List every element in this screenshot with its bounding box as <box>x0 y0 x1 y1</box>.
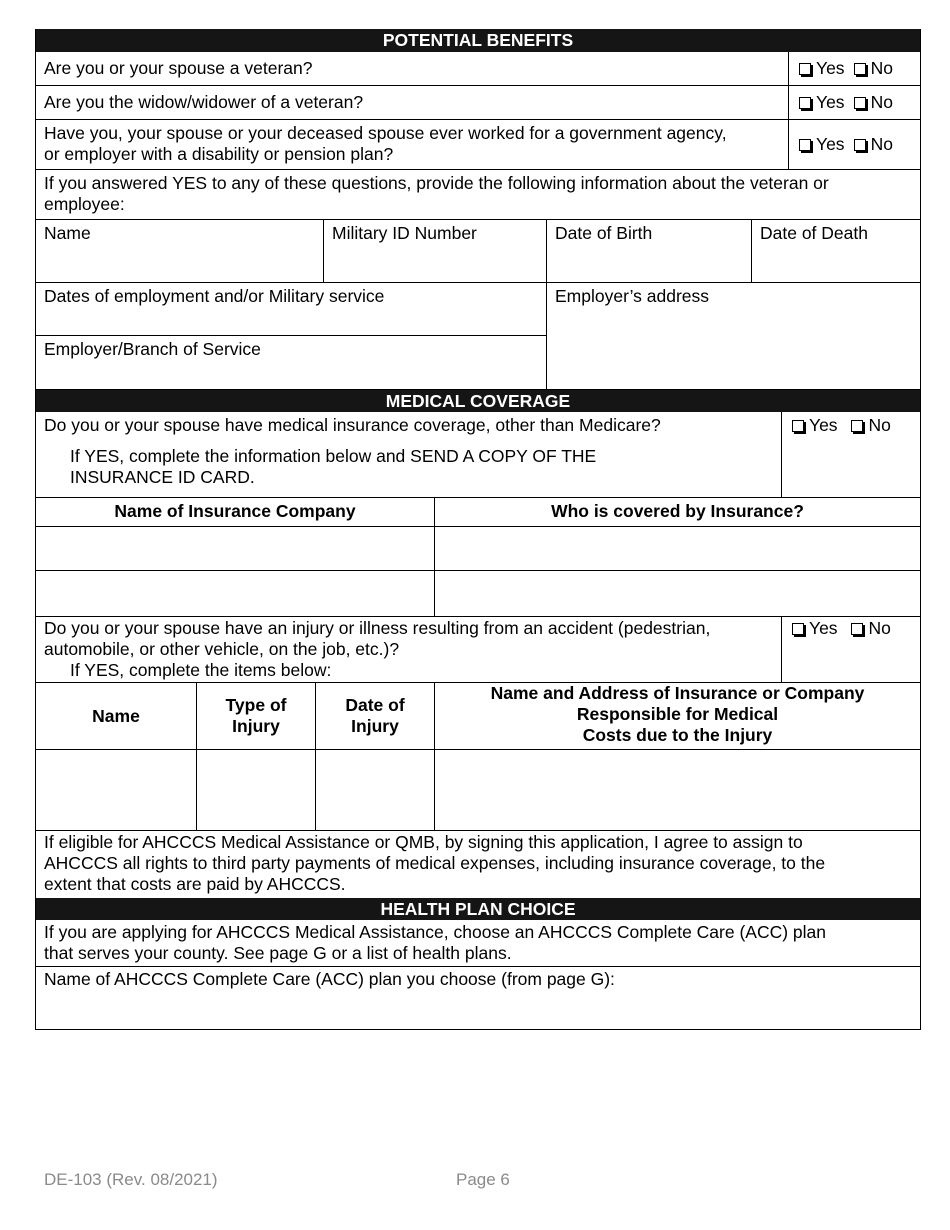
page-number: Page 6 <box>456 1170 510 1189</box>
insurance-no-checkbox[interactable] <box>851 420 863 432</box>
covered-column-header: Who is covered by Insurance? <box>434 498 920 526</box>
yes-label: Yes <box>809 415 838 435</box>
no-label: No <box>870 92 893 112</box>
injury-date-header-line-1: Date of <box>345 695 405 715</box>
veteran-no-checkbox[interactable] <box>854 63 866 75</box>
injury-type-header-line-1: Type of <box>225 695 287 715</box>
covered-input-1[interactable] <box>434 527 920 570</box>
date-of-birth-field[interactable]: Date of Birth <box>546 220 751 282</box>
widow-question-row <box>35 86 921 120</box>
employer-address-field[interactable]: Employer’s address <box>546 283 920 389</box>
assignment-statement-row <box>35 831 921 898</box>
insurance-table-header <box>35 498 921 527</box>
no-label: No <box>868 618 891 638</box>
veteran-question-row <box>35 52 921 86</box>
yes-label: Yes <box>816 92 845 112</box>
government-question-line-2: or employer with a disability or pension plan? <box>44 144 394 164</box>
responsible-header-line-2: Responsible for Medical <box>576 704 779 724</box>
insurance-if-yes-line-1: If YES, complete the information below and SEND A COPY OF THE <box>70 446 597 466</box>
widow-yes-checkbox[interactable] <box>799 97 811 109</box>
insurance-yes-checkbox[interactable] <box>792 420 804 432</box>
responsible-party-input[interactable] <box>434 750 920 830</box>
health-plan-choice-header: HEALTH PLAN CHOICE <box>35 898 921 920</box>
responsible-header-line-3: Costs due to the Injury <box>582 725 773 745</box>
injury-question-line-2: automobile, or other vehicle, on the job, etc.)? <box>44 639 400 659</box>
yes-label: Yes <box>816 58 845 78</box>
health-plan-line-2: that serves your county. See page G or a list of health plans. <box>44 943 512 963</box>
insurance-table-row <box>35 527 921 571</box>
no-label: No <box>870 58 893 78</box>
insurance-company-input-2[interactable] <box>36 571 434 616</box>
yes-label: Yes <box>816 134 845 154</box>
government-yes-checkbox[interactable] <box>799 139 811 151</box>
health-plan-instructions-row <box>35 920 921 967</box>
potential-benefits-header: POTENTIAL BENEFITS <box>35 29 921 52</box>
insurance-if-yes-line-2: INSURANCE ID CARD. <box>70 467 255 487</box>
date-of-death-field[interactable]: Date of Death <box>751 220 920 282</box>
employment-left-column <box>36 283 546 389</box>
government-yes-no <box>788 120 920 169</box>
application-form <box>35 29 921 1030</box>
insurance-question-row <box>35 412 921 498</box>
widow-question: Are you the widow/widower of a veteran? <box>44 92 364 112</box>
insurance-company-column-header: Name of Insurance Company <box>114 501 356 521</box>
employer-branch-field[interactable]: Employer/Branch of Service <box>44 339 261 359</box>
no-label: No <box>868 415 891 435</box>
health-plan-instructions <box>36 920 920 966</box>
responsible-party-column-header <box>434 683 920 749</box>
widow-no-checkbox[interactable] <box>854 97 866 109</box>
instructions-line-1: If you answered YES to any of these questions, provide the following information about the veteran or <box>44 173 829 193</box>
veteran-yes-checkbox[interactable] <box>799 63 811 75</box>
widow-yes-no <box>788 86 920 119</box>
assignment-line-2: AHCCCS all rights to third party payments of medical expenses, including insurance coverage, to the <box>44 853 826 873</box>
injury-name-input[interactable] <box>36 750 196 830</box>
plan-choice-row <box>35 967 921 1030</box>
plan-choice-field[interactable]: Name of AHCCCS Complete Care (ACC) plan you choose (from page G): <box>44 969 615 989</box>
instructions-line-2: employee: <box>44 194 125 214</box>
veteran-question: Are you or your spouse a veteran? <box>44 58 313 78</box>
yes-label: Yes <box>809 618 838 638</box>
injury-yes-checkbox[interactable] <box>792 623 804 635</box>
government-question-line-1: Have you, your spouse or your deceased spouse ever worked for a government agency, <box>44 123 727 143</box>
injury-date-column-header <box>315 683 434 749</box>
government-question <box>36 120 788 169</box>
government-question-row <box>35 120 921 170</box>
injury-date-input[interactable] <box>315 750 434 830</box>
assignment-statement <box>36 831 920 898</box>
injury-date-header-line-2: Injury <box>351 716 399 736</box>
injury-table-row <box>35 750 921 831</box>
employment-row <box>35 283 921 390</box>
no-label: No <box>870 134 893 154</box>
injury-question-row <box>35 617 921 683</box>
government-no-checkbox[interactable] <box>854 139 866 151</box>
form-id: DE-103 (Rev. 08/2021) <box>44 1170 218 1189</box>
responsible-header-line-1: Name and Address of Insurance or Company <box>490 683 865 703</box>
assignment-line-1: If eligible for AHCCCS Medical Assistance or QMB, by signing this application, I agree to assign to <box>44 832 803 852</box>
employment-dates-field[interactable]: Dates of employment and/or Military service <box>36 283 546 336</box>
veteran-yes-no <box>788 52 920 85</box>
insurance-company-input-1[interactable] <box>36 527 434 570</box>
insurance-question-text: Do you or your spouse have medical insurance coverage, other than Medicare? <box>44 415 661 435</box>
covered-input-2[interactable] <box>434 571 920 616</box>
injury-question-line-3: If YES, complete the items below: <box>70 660 332 680</box>
veteran-info-instructions-row <box>35 170 921 220</box>
health-plan-line-1: If you are applying for AHCCCS Medical Assistance, choose an AHCCCS Complete Care (ACC) plan <box>44 922 827 942</box>
assignment-line-3: extent that costs are paid by AHCCCS. <box>44 874 346 894</box>
injury-question-line-1: Do you or your spouse have an injury or illness resulting from an accident (pedestrian, <box>44 618 711 638</box>
injury-table-header <box>35 683 921 750</box>
injury-type-column-header <box>196 683 315 749</box>
insurance-yes-no <box>781 412 920 497</box>
injury-type-input[interactable] <box>196 750 315 830</box>
injury-question <box>36 617 781 682</box>
medical-coverage-header: MEDICAL COVERAGE <box>35 390 921 412</box>
injury-type-header-line-2: Injury <box>232 716 280 736</box>
military-id-field[interactable]: Military ID Number <box>323 220 546 282</box>
injury-name-column-header: Name <box>92 705 140 726</box>
insurance-table-row <box>35 571 921 617</box>
injury-yes-no <box>781 617 920 682</box>
injury-no-checkbox[interactable] <box>851 623 863 635</box>
veteran-name-field[interactable]: Name <box>44 223 91 243</box>
veteran-identity-row <box>35 220 921 283</box>
veteran-info-instructions <box>36 170 920 219</box>
insurance-question <box>36 412 781 497</box>
